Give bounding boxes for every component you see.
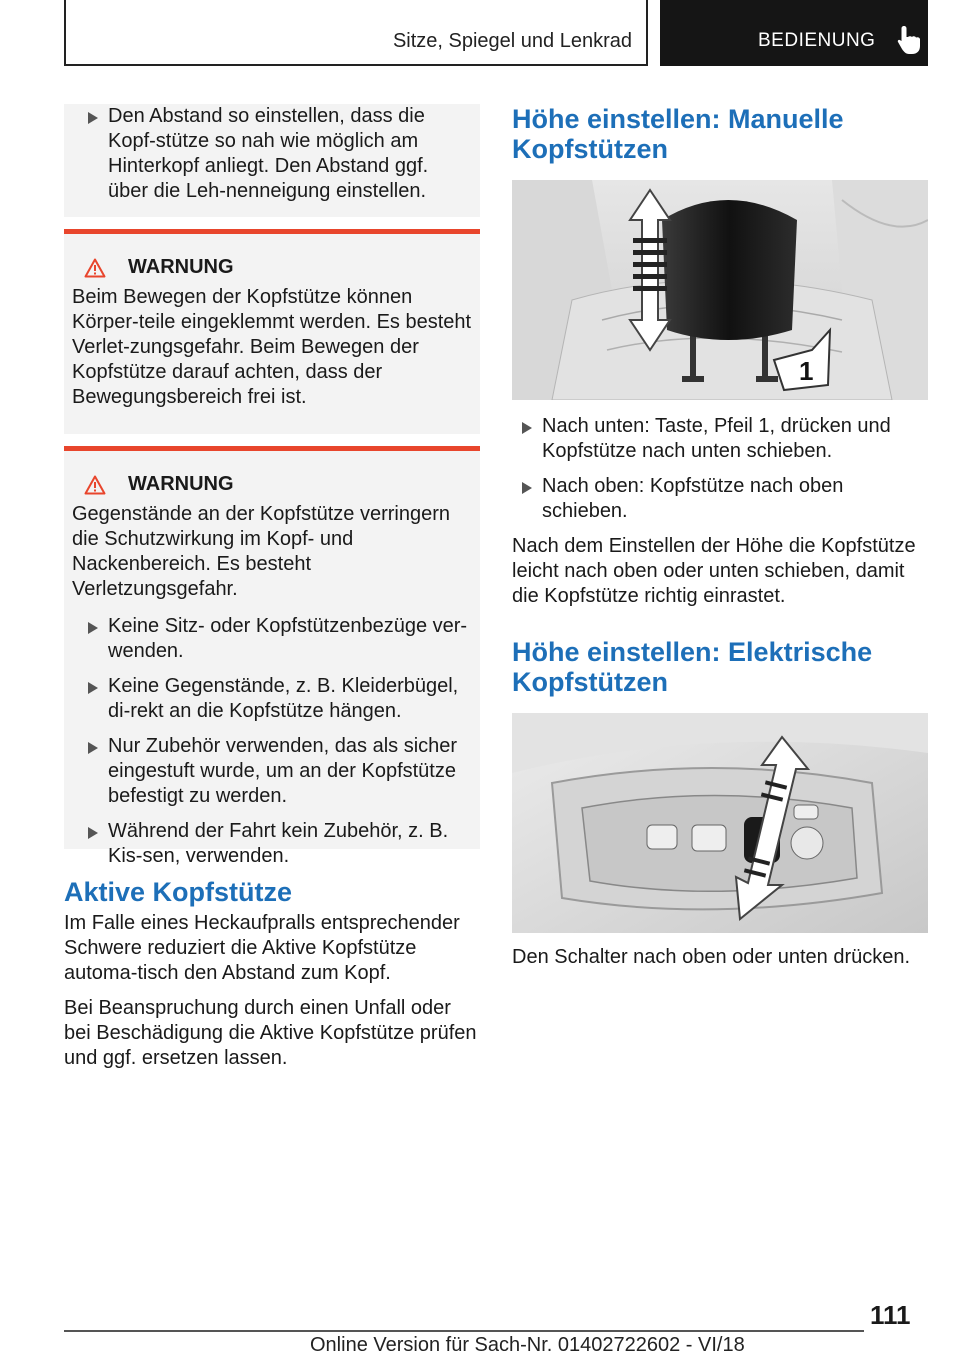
list-item: Nur Zubehör verwenden, das als sicher eingestuft wurde, um an der Kopfstütze befestigt zu werden. xyxy=(78,734,472,809)
triangle-bullet-icon xyxy=(88,682,98,694)
header-section-title: Sitze, Spiegel und Lenkrad xyxy=(392,30,632,52)
pointing-hand-icon xyxy=(896,24,922,56)
footer-online-version: Online Version für Sach-Nr. 01402722602 - VI/18 xyxy=(310,1334,745,1356)
triangle-bullet-icon xyxy=(88,622,98,634)
list-item: Den Abstand so einstellen, dass die Kopf-stütze so nah wie möglich am Hinterkopf anliegt. Den Abstand ggf. über die Leh-nenneigung einstellen. xyxy=(78,104,466,204)
footer-divider xyxy=(64,1330,864,1332)
triangle-bullet-icon xyxy=(522,482,532,494)
manual-headrest-illustration xyxy=(512,180,928,400)
section-heading-electric-height: Höhe einstellen: Elektrische Kopfstützen xyxy=(512,637,873,697)
warning-triangle-icon xyxy=(84,475,106,495)
image-callout-label: 1 xyxy=(799,356,814,386)
triangle-bullet-icon xyxy=(88,742,98,754)
list-item: Keine Gegenstände, z. B. Kleiderbügel, di-rekt an die Kopfstütze hängen. xyxy=(78,674,472,724)
section-heading-manual-height: Höhe einstellen: Manuelle Kopfstützen xyxy=(512,104,844,164)
warning-heading: WARNUNG xyxy=(72,473,472,496)
warning-triangle-icon xyxy=(84,258,106,278)
list-item: Während der Fahrt kein Zubehör, z. B. Kis-sen, verwenden. xyxy=(78,819,472,869)
intro-box xyxy=(64,104,480,217)
warning-text: Gegenstände an der Kopfstütze verringern die Schutzwirkung im Kopf- und Nackenbereich. Es besteht Verletzungsgefahr. xyxy=(72,503,451,600)
page-number: 111 xyxy=(870,1300,911,1330)
list-item: Nach oben: Kopfstütze nach oben schieben. xyxy=(512,474,928,524)
warning-text: Beim Bewegen der Kopfstütze können Körper-teile eingeklemmt werden. Es besteht Verlet-zungsgefahr. Beim Bewegen der Kopfstütze darauf achten, dass der Bewegungsbereich frei ist. xyxy=(72,286,472,408)
section-heading-active-headrest: Aktive Kopfstütze xyxy=(64,877,293,907)
right-column xyxy=(512,104,928,980)
header-chapter-badge xyxy=(660,0,928,66)
paragraph: Im Falle eines Heckaufpralls entsprechender Schwere reduziert die Aktive Kopfstütze automa-tisch den Abstand zum Kopf. xyxy=(64,912,460,984)
warning-box-2 xyxy=(64,446,480,867)
warning-heading: WARNUNG xyxy=(72,256,472,279)
list-item: Nach unten: Taste, Pfeil 1, drücken und Kopfstütze nach unten schieben. xyxy=(512,414,928,464)
left-column xyxy=(64,104,480,1081)
header-chapter-label: BEDIENUNG xyxy=(758,30,876,51)
paragraph: Nach dem Einstellen der Höhe die Kopfstütze leicht nach oben oder unten schieben, damit die Kopfstütze richtig einrastet. xyxy=(512,535,916,607)
paragraph: Den Schalter nach oben oder unten drücken. xyxy=(512,946,911,968)
header-section-box xyxy=(64,0,648,66)
triangle-bullet-icon xyxy=(88,827,98,839)
paragraph: Bei Beanspruchung durch einen Unfall oder bei Beschädigung die Aktive Kopfstütze prüfen und ggf. ersetzen lassen. xyxy=(64,997,477,1069)
warning-box-1 xyxy=(64,229,480,434)
triangle-bullet-icon xyxy=(522,422,532,434)
triangle-bullet-icon xyxy=(88,112,98,124)
electric-headrest-switch-illustration xyxy=(512,713,928,933)
list-item: Keine Sitz- oder Kopfstützenbezüge ver-wenden. xyxy=(78,614,472,664)
